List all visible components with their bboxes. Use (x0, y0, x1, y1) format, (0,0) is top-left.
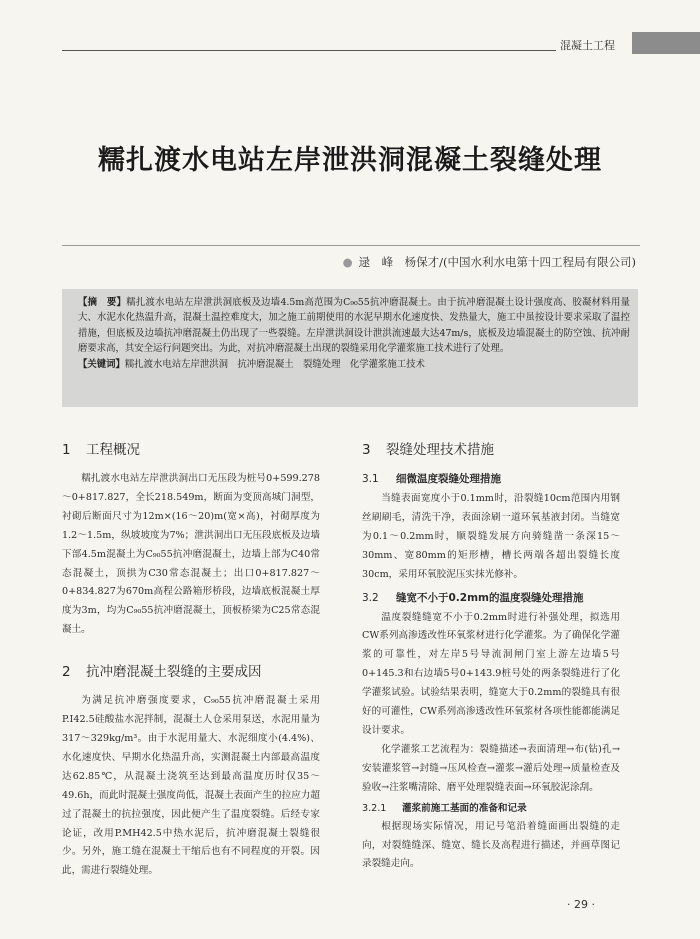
abstract (78, 295, 630, 372)
section-1-title: 工程概况 (86, 442, 140, 458)
section-3-2-1-paragraph: 根据现场实际情况，用记号笔沿着缝面画出裂缝的走向，对裂缝缝深、缝宽、缝长及高程进行描述，并画草图记录裂缝走向。 (362, 820, 620, 870)
section-3-2-title: 缝宽不小于0.2mm的温度裂缝处理措施 (396, 591, 584, 604)
section-3-2-heading (362, 589, 620, 607)
section-3-1-number: 3.1 (362, 473, 379, 485)
section-1-heading (62, 440, 320, 460)
section-3-1-paragraph: 当缝表面宽度小于0.1mm时，沿裂缝10cm范围内用钢丝刷刷毛，清洗干净，表面涂刷一道环氧基液封闭。当缝宽为0.1～0.2mm时，顺裂缝发展方向骑缝凿一条深15～30mm、宽80mm的矩形槽，槽长两端各超出裂缝长度30cm，采用环氧胶泥压实抹光修补。 (362, 493, 620, 580)
section-2-title: 抗冲磨混凝土裂缝的主要成因 (86, 664, 262, 681)
section-2-number: 2 (62, 664, 71, 681)
section-2-paragraph: 为满足抗冲磨强度要求，C₉₀55抗冲磨混凝土采用P.I42.5硅酸盐水泥拌制，混凝土人仓采用泵送，水泥用量为317～329kg/m³。由于水泥用量大、水泥细度小(4.4%)、水化速度快、早期水化热温升高，实测混凝土内部最高温度达62.85℃，从混凝土浇筑至达到最高温度历时仅35～49.6h，而此时混凝土强度尚低，混凝土表面产生的拉应力超过了混凝土的抗拉强度，因此便产生了温度裂缝。后经专家论证，改用P.MH42.5中热水泥后，抗冲磨混凝土裂缝很少。另外，施工缝在混凝土干缩后也有不同程度的开裂。因此，需进行裂缝处理。 (62, 695, 320, 877)
left-column (62, 440, 320, 881)
section-3-1-heading (362, 470, 620, 488)
section-3-2-1-number: 3.2.1 (362, 802, 387, 814)
article-title: 糯扎渡水电站左岸泄洪洞混凝土裂缝处理 (98, 145, 602, 176)
section-3-heading (362, 440, 620, 460)
section-3-2-number: 3.2 (362, 591, 379, 604)
page-number: · 29 · (567, 898, 595, 911)
section-3-1-title: 细微温度裂缝处理措施 (396, 473, 501, 485)
bullet-icon: ● (342, 255, 353, 269)
section-1-paragraph: 糯扎渡水电站左岸泄洪洞出口无压段为桩号0+599.278～0+817.827，全长218.549m，断面为变顶高城门洞型，衬砌后断面尺寸为12m×(16～20)m(宽×高)，衬砌厚度为1.2～1.5m，纵坡坡度为7%；泄洪洞出口无压段底板及边墙下部4.5m混凝土为C₉₀55抗冲磨混凝土，边墙上部为C40常态混凝土，顶拱为C30常态混凝土；出口0+817.827～0+834.827为670m高程公路箱形桥段，边墙底板混凝土厚度为3m，均为C₉₀55抗冲磨混凝土，顶板桥梁为C25常态混凝土。 (62, 473, 320, 636)
section-3-2-paragraph-2: 化学灌浆工艺流程为：裂缝描述→表面清理→布(钻)孔→安装灌浆管→封缝→压风检查→灌浆→灌后处理→质量检查及验收→注浆嘴清除、磨平处理裂缝表面→环氧胶泥涂刮。 (362, 743, 620, 793)
section-3-2-1-title: 灌浆前施工基面的准备和记录 (402, 802, 527, 814)
authors-line (343, 254, 636, 270)
section-3-number: 3 (362, 442, 371, 458)
section-tag-block (632, 32, 700, 54)
section-1-number: 1 (62, 442, 71, 458)
keywords-label: 【关键词】 (78, 358, 125, 370)
section-tag: 混凝土工程 (560, 39, 615, 52)
keywords (78, 357, 630, 372)
abstract-text: 糯扎渡水电站左岸泄洪洞底板及边墙4.5m高范围为C₉₀55抗冲磨混凝土。由于抗冲磨混凝土设计强度高、胶凝材料用量大、水泥水化热温升高，混凝土温控难度大，加之施工前期使用的水泥早期水化速度快、发热量大，施工中虽按设计要求采取了温控措施，但底板及边墙抗冲磨混凝土仍出现了一些裂缝。左岸泄洪洞设计泄洪流速最大达47m/s，底板及边墙混凝土的防空蚀、抗冲耐磨要求高，其安全运行问题突出。为此，对抗冲磨混凝土出现的裂缝采用化学灌浆施工技术进行了处理。 (78, 297, 630, 355)
header-rule (62, 50, 556, 51)
authors: 逯 峰 杨保才/(中国水利水电第十四工程局有限公司) (358, 255, 636, 269)
right-column (362, 440, 620, 874)
title-rule (62, 245, 640, 246)
section-3-2-1-heading (362, 800, 620, 818)
keywords-text: 糯扎渡水电站左岸泄洪洞 抗冲磨混凝土 裂缝处理 化学灌浆施工技术 (124, 358, 425, 370)
section-2-heading (62, 662, 320, 682)
section-3-title: 裂缝处理技术措施 (386, 442, 494, 458)
abstract-label: 【摘 要】 (78, 297, 127, 308)
section-3-2-paragraph-1: 温度裂缝缝宽不小于0.2mm时进行补强处理，拟选用CW系列高渗透改性环氧浆材进行化学灌浆。为了确保化学灌浆的可靠性，对左岸5号导流洞闸门室上游左边墙5号0+145.3和右边墙5号0+143.9桩号处的两条裂缝进行了化学灌浆试验。试验结果表明，缝宽大于0.2mm的裂缝具有很好的可灌性，CW系列高渗透改性环氧浆材各项性能都能满足设计要求。 (362, 611, 620, 736)
